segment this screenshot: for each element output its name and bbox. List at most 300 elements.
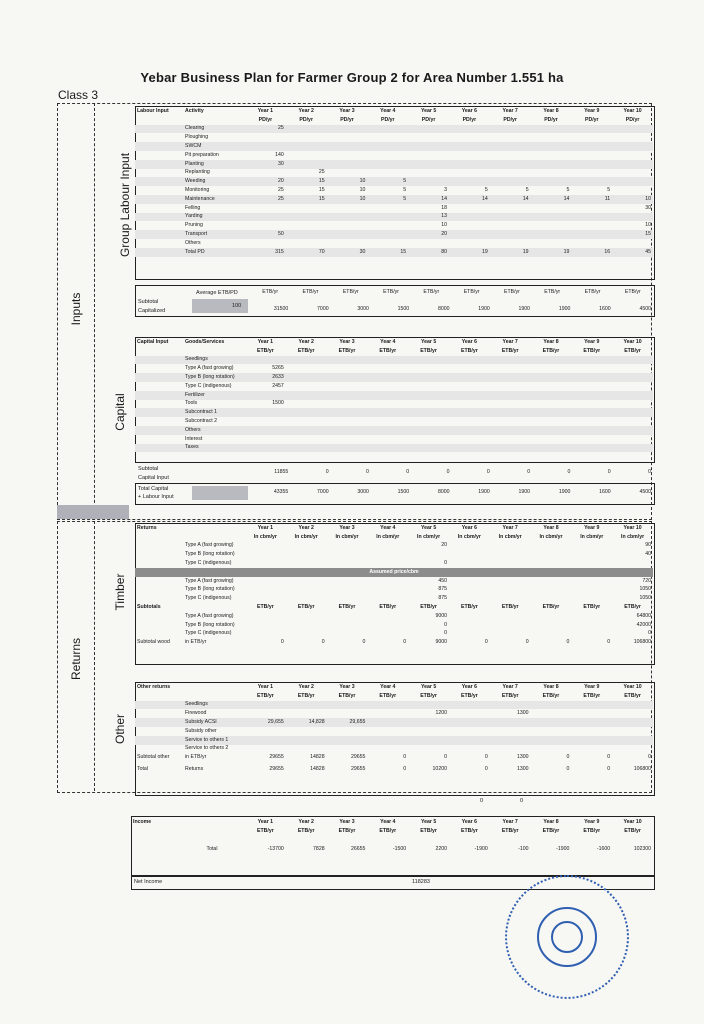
unit-cell: ETB/yr	[257, 692, 274, 699]
capital-row-cell	[612, 435, 653, 444]
capital-row-cell	[327, 356, 368, 365]
capital-row-cell	[571, 435, 612, 444]
other-row-cell	[327, 736, 368, 745]
unit-cell: ETB/yr	[501, 827, 519, 834]
labour-row-cell	[490, 177, 531, 186]
labour-row-cell	[571, 177, 612, 186]
other-row-cell	[531, 718, 572, 727]
labour-row-cell	[286, 142, 327, 151]
labour-row-cell	[135, 248, 183, 257]
labour-row-cell	[571, 221, 612, 230]
capital-subtotal-cell: 0	[406, 468, 410, 475]
labour-subtotal	[250, 306, 653, 315]
other-row-cell	[135, 701, 183, 710]
column-header: Labour Input	[137, 107, 169, 114]
timber-price-row-cell	[135, 594, 183, 603]
capital-label: Capital	[113, 393, 127, 431]
other-row-cell	[490, 701, 531, 710]
labour-row-cell	[490, 142, 531, 151]
other-row-cell	[367, 718, 408, 727]
other-row-cell	[449, 727, 490, 736]
other-row-cell	[367, 709, 408, 718]
capital-row-cell	[327, 444, 368, 453]
income-unit-row	[131, 827, 653, 836]
timber-price-row-cell	[245, 594, 286, 603]
capital-row-cell	[449, 417, 490, 426]
labour-row-cell: 19	[490, 248, 531, 257]
timber-value-row-cell	[490, 630, 531, 639]
capital-total-cell: 43355	[273, 488, 289, 495]
timber-volume-row-cell: Type A (fast growing)	[185, 542, 234, 549]
unit-cell	[183, 116, 245, 125]
labour-row-cell	[490, 221, 531, 230]
other-row-cell	[612, 709, 653, 718]
timber-price-row-cell: Type C (indigenous)	[185, 595, 232, 602]
capital-row-cell	[612, 426, 653, 435]
column-header: Activity	[185, 107, 204, 114]
labour-row-cell: Clearing	[183, 125, 245, 134]
other-row-cell: 1200	[435, 710, 447, 717]
unit-cell: PD/yr	[258, 116, 273, 123]
other-row-cell	[531, 736, 572, 745]
labour-row-cell	[327, 133, 368, 142]
other-row-cell	[408, 745, 449, 754]
timber-value-row-cell: Type B (long rotation)	[185, 621, 235, 628]
timber-subtotal-cell: 0	[566, 639, 570, 646]
labour-row-cell	[286, 151, 327, 160]
other-row-cell	[245, 727, 286, 736]
other-subtotal-row-cell: 14828	[310, 754, 325, 761]
other-row-cell	[490, 745, 531, 754]
spacer-row	[131, 836, 653, 846]
capital-row-cell	[135, 400, 183, 409]
unit-cell: ETB/yr	[542, 692, 560, 699]
other-unit-row	[135, 692, 653, 701]
timber-header	[135, 524, 653, 533]
labour-row-cell	[245, 169, 286, 178]
timber-subtotal-cell: 0	[525, 639, 529, 646]
unit-cell: ETB/yr	[338, 692, 356, 699]
column-header: Year 8	[543, 338, 559, 345]
labour-row-cell: 15	[367, 248, 408, 257]
labour-row	[135, 221, 653, 230]
capital-subtotal-table	[250, 468, 653, 477]
other-subtotal-row-cell: 0	[403, 754, 407, 761]
capital-row-cell	[367, 391, 408, 400]
unit-cell: ETB/yr	[262, 288, 279, 295]
labour-row-cell	[612, 186, 653, 195]
labour-row-cell	[449, 133, 490, 142]
unit-cell: ETB/yr	[542, 827, 560, 834]
other-row-cell	[449, 709, 490, 718]
labour-row-cell: 16	[571, 248, 612, 257]
labour-row-cell	[135, 230, 183, 239]
other-row-cell	[408, 727, 449, 736]
capital-row-cell	[135, 444, 183, 453]
column-header: Year 10	[623, 107, 642, 114]
labour-row-cell: Transport	[183, 230, 245, 239]
labour-row-cell: 3	[444, 186, 447, 193]
timber-volume-row-cell	[327, 559, 368, 568]
labour-row-cell: 5	[367, 195, 408, 204]
capital-total-label2: + Labour Input	[138, 494, 174, 500]
timber-value-row-cell	[327, 621, 368, 630]
labour-row-cell	[408, 142, 449, 151]
timber-subtotal-cell: 0	[403, 639, 407, 646]
capital-row	[135, 435, 653, 444]
capital-row	[135, 364, 653, 373]
capital-row-cell	[408, 356, 449, 365]
unit-cell	[135, 116, 183, 125]
labour-row-cell	[571, 142, 612, 151]
labour-row-cell	[327, 230, 368, 239]
capital-row-cell	[245, 356, 286, 365]
subtotals-cell: ETB/yr	[583, 603, 601, 610]
column-header: Year 3	[339, 107, 355, 114]
capital-row-cell	[571, 391, 612, 400]
total-returns-row	[135, 765, 653, 774]
labour-row-cell	[327, 239, 368, 248]
labour-row-cell: 10	[612, 195, 653, 204]
labour-row-cell	[135, 160, 183, 169]
capital-row-cell	[367, 356, 408, 365]
column-header: Year 3	[339, 338, 355, 345]
capital-row-cell	[286, 417, 327, 426]
capital-row-cell	[367, 435, 408, 444]
capital-row-cell	[490, 382, 531, 391]
timber-subtotal-row	[135, 638, 653, 647]
other-row-cell	[367, 727, 408, 736]
column-header: Other returns	[137, 683, 171, 690]
capital-row-cell	[408, 426, 449, 435]
other-row-cell: Seedlings	[183, 701, 245, 710]
avg-value: 100	[232, 303, 242, 309]
other-row-cell: 14,828	[286, 718, 327, 727]
labour-row-cell	[327, 142, 368, 151]
timber-value-row-cell	[531, 621, 572, 630]
labour-row-cell	[490, 133, 531, 142]
column-header: Year 1	[257, 107, 274, 114]
labour-row-cell	[531, 151, 572, 160]
unit-cell: ETB/yr	[297, 692, 315, 699]
capital-total-cell: 8000	[437, 488, 450, 495]
labour-row-cell	[367, 151, 408, 160]
timber-price-row-cell	[286, 594, 327, 603]
capital-row-cell	[135, 356, 183, 365]
labour-row	[135, 239, 653, 248]
capital-row-cell	[449, 435, 490, 444]
other-row-cell	[531, 709, 572, 718]
labour-row-cell	[490, 151, 531, 160]
income-total-row	[131, 846, 653, 855]
capital-row-cell: Interest	[185, 435, 203, 442]
column-header: Year 7	[502, 683, 518, 690]
other-row-cell	[531, 727, 572, 736]
other-row-cell	[571, 709, 612, 718]
other-row-cell	[490, 727, 531, 736]
labour-subtotal-cell: 1500	[397, 306, 410, 313]
capital-header	[135, 338, 653, 347]
labour-row-cell	[245, 133, 286, 142]
timber-price-row-cell	[449, 594, 490, 603]
other-row-cell: Subsidy other	[185, 727, 217, 734]
labour-row-cell	[531, 204, 572, 213]
capital-row-cell	[367, 382, 408, 391]
subtotals-cell: ETB/yr	[542, 603, 560, 610]
labour-row-cell	[327, 221, 368, 230]
capital-row-cell	[612, 444, 653, 453]
timber-volume-row-cell	[571, 550, 612, 559]
labour-row-cell	[449, 204, 490, 213]
capital-row-cell	[449, 364, 490, 373]
other-subtotal-row-cell: 0	[484, 754, 488, 761]
capital-row-cell	[286, 356, 327, 365]
capital-subtotal-label: Subtotal	[138, 466, 159, 472]
timber-value-row-cell: 0	[444, 621, 447, 628]
timber-volume-row-cell	[490, 542, 531, 551]
other-row-cell	[449, 718, 490, 727]
timber-price-row-cell: Type A (fast growing)	[185, 577, 234, 584]
timber-value-row-cell	[245, 630, 286, 639]
labour-row-cell: Total PD	[183, 248, 245, 257]
unit-cell	[183, 692, 245, 701]
unit-cell: ETB/yr	[297, 827, 315, 834]
labour-row-cell	[245, 221, 286, 230]
capital-row-cell: 5265	[272, 365, 284, 372]
capital-row-cell	[449, 444, 490, 453]
labour-row-cell	[327, 213, 368, 222]
capital-row	[135, 426, 653, 435]
capital-row-cell	[286, 400, 327, 409]
capital-total-table	[250, 488, 653, 497]
returns-label: Returns	[69, 637, 83, 681]
total-returns-row-cell: 29655	[269, 765, 284, 772]
unit-cell: PD/yr	[421, 116, 436, 123]
column-header: Year 1	[257, 683, 274, 690]
timber-price-row-cell: 875	[438, 586, 447, 593]
capital-row-cell	[327, 417, 368, 426]
labour-row-cell	[245, 239, 286, 248]
other-row-cell	[286, 736, 327, 745]
labour-row-cell: 5	[525, 186, 529, 193]
unit-cell: ETB/yr	[420, 347, 437, 354]
timber-volume-row-cell	[531, 542, 572, 551]
labour-row-cell: 14	[449, 195, 490, 204]
labour-row-cell	[408, 169, 449, 178]
other-subtotal-row-cell: 0	[444, 754, 447, 761]
labour-row-cell	[367, 230, 408, 239]
labour-row-cell	[571, 239, 612, 248]
other-row-cell	[571, 701, 612, 710]
labour-row-cell	[135, 221, 183, 230]
other-row-cell: 1300	[517, 710, 529, 717]
capital-row-cell	[135, 408, 183, 417]
income-table	[131, 818, 653, 854]
labour-subtotal-cell: 8000	[437, 306, 450, 313]
capital-row-cell: 2633	[245, 373, 286, 382]
capital-row-cell	[408, 364, 449, 373]
labour-row-cell	[449, 239, 490, 248]
capital-total-cell: 4500	[639, 488, 651, 495]
labour-row-cell: 11	[571, 195, 612, 204]
labour-header	[135, 107, 653, 116]
income-header	[131, 818, 653, 827]
labour-row-cell	[135, 169, 183, 178]
column-header: Goods/Services	[185, 338, 225, 345]
other-row-cell: 29,655	[245, 718, 286, 727]
timber-value-row-cell	[367, 621, 408, 630]
capital-row-cell	[449, 408, 490, 417]
other-row-cell	[408, 736, 449, 745]
timber-subtotal-cell: 0	[280, 639, 284, 646]
column-header: Year 5	[420, 683, 437, 690]
labour-row-cell	[449, 160, 490, 169]
timber-price-row-cell	[449, 586, 490, 595]
capital-total-cell: 3000	[357, 488, 369, 495]
unit-cell: PD/yr	[503, 116, 517, 123]
capital-row	[135, 444, 653, 453]
timber-value-row-cell	[531, 612, 572, 621]
timber-value-row-cell	[245, 612, 286, 621]
other-row-cell	[135, 745, 183, 754]
unit-cell: ETB/yr	[501, 692, 519, 699]
timber-volume-row-cell	[612, 559, 653, 568]
other-extra-2: 0	[520, 798, 524, 804]
timber-volume-row-cell	[135, 550, 183, 559]
capital-row	[135, 382, 653, 391]
labour-row-cell	[327, 151, 368, 160]
capital-row-cell	[327, 373, 368, 382]
other-row-cell	[490, 736, 531, 745]
capital-row-cell	[135, 382, 183, 391]
capital-row-cell	[490, 408, 531, 417]
capital-total-gray	[192, 486, 248, 500]
timber-price-row-cell	[135, 577, 183, 586]
other-row-cell	[286, 727, 327, 736]
labour-row-cell: 15	[318, 186, 325, 193]
capital-row-cell	[327, 364, 368, 373]
income-total-label: Total	[206, 846, 218, 853]
labour-row-cell	[408, 177, 449, 186]
capital-row-cell	[449, 400, 490, 409]
capital-subtotal-cell: 0	[527, 468, 531, 475]
income-total-cell: 102300	[633, 846, 651, 853]
labour-row-cell: 14	[531, 195, 572, 204]
labour-row-cell	[286, 204, 327, 213]
labour-row-cell	[408, 160, 449, 169]
timber-table	[135, 524, 653, 647]
other-extra-1: 0	[480, 798, 484, 804]
other-row-cell	[408, 718, 449, 727]
other-subtotal-row-label: Subtotal other	[137, 754, 170, 761]
other-row-cell	[286, 701, 327, 710]
timber-subtotal-unit: in ETB/yr	[185, 639, 207, 646]
column-header: Year 10	[623, 818, 642, 825]
capital-row-cell	[408, 408, 449, 417]
other-row-cell	[490, 718, 531, 727]
subtotal-label: Subtotal	[138, 299, 159, 305]
labour-row-cell	[531, 239, 572, 248]
capital-row-cell	[367, 400, 408, 409]
labour-row-cell	[367, 213, 408, 222]
column-header: Year 9	[584, 524, 600, 531]
column-header: Year 1	[257, 524, 274, 531]
labour-row-cell: 20	[245, 177, 286, 186]
capital-row-cell: Type B (long rotation)	[183, 373, 245, 382]
timber-volume-row	[135, 550, 653, 559]
labour-row-cell: 25	[318, 169, 325, 176]
timber-volume-row	[135, 559, 653, 568]
labour-row-cell	[135, 133, 183, 142]
labour-row-cell: 10	[359, 186, 366, 193]
other-row-cell	[408, 701, 449, 710]
other-row-cell	[135, 736, 183, 745]
capital-row-cell	[531, 364, 572, 373]
unit-cell: ETB/yr	[342, 288, 359, 295]
unit-cell: ETB/yr	[383, 288, 399, 295]
unit-cell	[131, 827, 179, 836]
capital-total-cell: 1900	[558, 488, 571, 495]
capital-row-cell	[612, 382, 653, 391]
timber-volume-row-cell: 20	[441, 542, 447, 549]
column-header: Returns	[137, 524, 157, 531]
capital-row-cell: Taxes	[183, 444, 245, 453]
total-returns-row-cell: 29655	[350, 765, 366, 772]
capital-row-cell: Subcontract 2	[185, 417, 218, 424]
timber-volume-row-cell: Type C (indigenous)	[185, 559, 232, 566]
column-header	[183, 524, 245, 533]
column-header: Year 4	[380, 338, 396, 345]
column-header: Year 4	[380, 683, 396, 690]
labour-row-cell: Ploughing	[185, 134, 209, 141]
total-returns-row-cell: 0	[607, 765, 611, 772]
subtotals-cell: ETB/yr	[379, 603, 397, 610]
column-header	[183, 683, 245, 692]
unit-cell	[135, 533, 183, 542]
labour-table	[135, 107, 653, 257]
column-header: Year 7	[502, 818, 518, 825]
timber-volume-row-cell: 90	[645, 542, 651, 549]
labour-row-cell	[531, 169, 572, 178]
other-row-cell	[327, 745, 368, 754]
income-total-cell: -1600	[596, 846, 611, 853]
timber-value-row-cell	[571, 630, 612, 639]
labour-row-cell: 5	[484, 186, 488, 193]
timber-volume-row-cell	[367, 550, 408, 559]
unit-cell	[135, 347, 183, 356]
capital-row	[135, 391, 653, 400]
capital-row-cell	[490, 373, 531, 382]
capital-total-cell: 1500	[397, 488, 410, 495]
timber-price-row-cell: Type B (long rotation)	[185, 586, 235, 593]
labour-row-cell	[135, 195, 183, 204]
labour-row-cell	[135, 204, 183, 213]
other-row-cell	[327, 727, 368, 736]
capital-unit-row	[135, 347, 653, 356]
labour-row-cell: 10	[327, 177, 368, 186]
other-subtotal-row-cell: 0	[607, 754, 611, 761]
labour-row-cell: Yarding	[183, 213, 245, 222]
other-row	[135, 718, 653, 727]
other-row-cell	[135, 709, 183, 718]
column-header: Year 9	[584, 338, 600, 345]
labour-row-cell	[571, 169, 612, 178]
capital-row-cell	[286, 382, 327, 391]
column-header: Year 1	[257, 818, 274, 825]
capital-subtotal-cell: 0	[607, 468, 611, 475]
labour-row-cell	[612, 213, 653, 222]
other-row	[135, 709, 653, 718]
